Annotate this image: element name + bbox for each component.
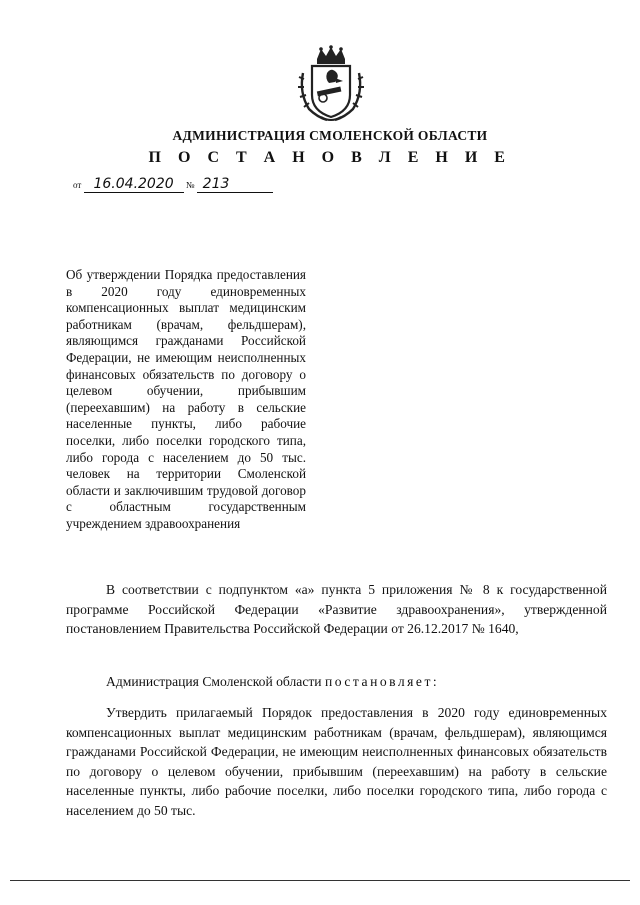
date-prefix: от	[73, 180, 82, 190]
approval-paragraph: Утвердить прилагаемый Порядок предоставления в 2020 году единовременных компенсационных выплат медицинским работникам (врачам, фельдшерам), являющимся гражданами Российской Федерации, не имеющим неисполненных финансовых обязательств по договору о целевом обучении, прибывшим (переехавшим) на работу в сельские населенные пункты, либо рабочие поселки, либо поселки городского типа, либо города с населением до 50 тыс.	[66, 705, 607, 818]
document-number: 213	[197, 176, 273, 193]
resolution-subject: Администрация Смоленской области	[106, 674, 322, 689]
number-prefix: №	[185, 180, 195, 190]
document-date: 16.04.2020	[84, 176, 184, 193]
scan-edge-line	[10, 880, 630, 881]
document-title: Об утверждении Порядка предоставления в 2020 году единовременных компенсационных выплат медицинским работникам (врачам, фельдшерам), являющимся гражданами Российской Федерации, не имеющим неисполненных финансовых обязательств по договору о целевом обучении, прибывшим (переехавшим) на работу в сельские населенные пункты, либо рабочие поселки, либо поселки городского типа, либо города с населением до 50 тыс. человек на территории Смоленской области и заключившим трудовой договор с областным государственным учреждением здравоохранения	[66, 267, 306, 531]
date-number-line	[73, 176, 273, 193]
preamble-paragraph: В соответствии с подпунктом «а» пункта 5 приложения № 8 к государственной программе Российской Федерации «Развитие здравоохранения», утвержденной постановлением Правительства Российской Федерации от 26.12.2017 № 1640,	[66, 582, 607, 637]
coat-of-arms-emblem-icon	[295, 45, 367, 123]
document-type: П О С Т А Н О В Л Е Н И Е	[148, 149, 512, 166]
resolution-action: постановляет:	[324, 674, 440, 689]
organization-name: АДМИНИСТРАЦИЯ СМОЛЕНСКОЙ ОБЛАСТИ	[172, 128, 488, 143]
resolution-statement	[66, 672, 607, 692]
